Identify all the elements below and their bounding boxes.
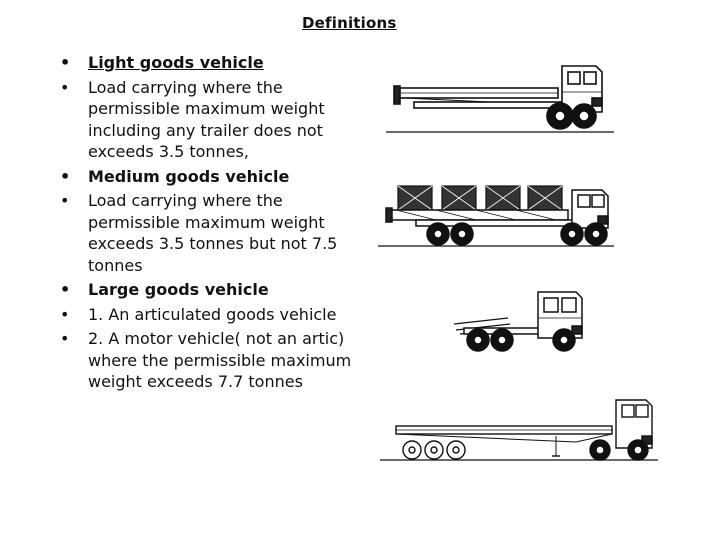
bullet-medium-goods-vehicle — [58, 166, 368, 188]
bullet-dot: • — [60, 280, 71, 299]
bullet-articulated-definition — [58, 304, 368, 326]
bullet-light-definition — [58, 77, 368, 163]
bullet-dot: • — [60, 166, 71, 186]
bullet-dot: • — [60, 304, 70, 324]
bullet-text: Large goods vehicle — [88, 280, 269, 299]
page-title: Definitions — [302, 14, 397, 32]
bullet-dot: • — [60, 191, 70, 210]
bullet-light-goods-vehicle — [58, 52, 368, 74]
articulated-lorry-illustration — [376, 390, 662, 466]
bullet-text: Light goods vehicle — [88, 53, 264, 72]
bullet-text: 2. A motor vehicle( not an artic) where the permissible maximum weight exceeds 7.7 tonnes — [88, 329, 352, 391]
bullet-medium-definition — [58, 190, 368, 276]
loaded-rigid-truck-illustration — [376, 180, 616, 252]
bullet-text: Medium goods vehicle — [88, 166, 290, 186]
bullet-dot: • — [60, 53, 71, 72]
bullet-text: Load carrying where the permissible maximum weight including any trailer does not exceeds 3.5 tonnes, — [88, 77, 325, 161]
flatbed-truck-illustration — [384, 52, 616, 138]
definitions-list — [58, 52, 368, 396]
bullet-motor-vehicle-definition — [58, 328, 368, 393]
tractor-unit-illustration — [450, 286, 596, 356]
bullet-text: Load carrying where the permissible maximum weight exceeds 3.5 tonnes but not 7.5 tonnes — [88, 191, 338, 275]
bullet-large-goods-vehicle — [58, 279, 368, 301]
bullet-dot: • — [60, 329, 70, 348]
bullet-text: 1. An articulated goods vehicle — [88, 304, 337, 324]
bullet-dot: • — [60, 77, 70, 97]
